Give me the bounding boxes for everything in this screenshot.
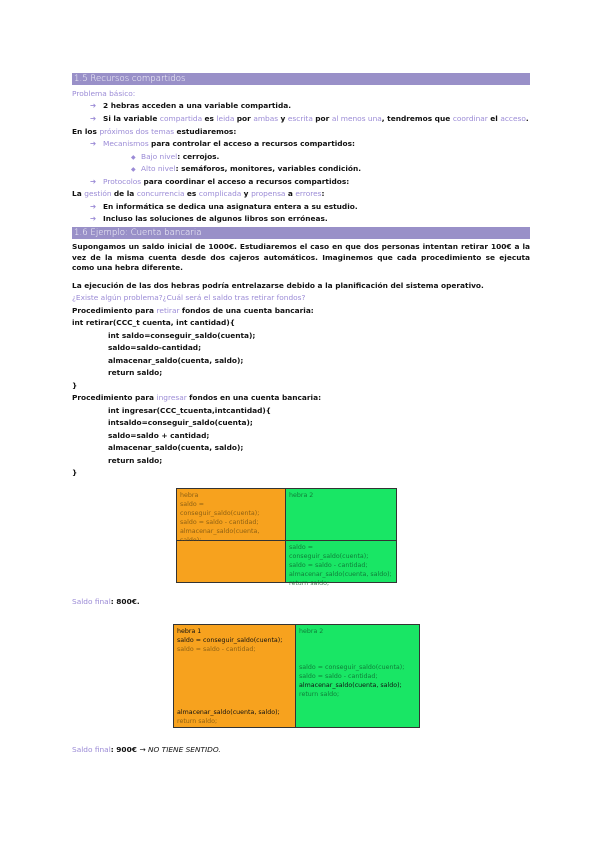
saldo-final-1: Saldo final: 800€. bbox=[72, 597, 140, 606]
bullet-alto-nivel: ◆ Alto nivel: semáforos, monitores, variables condición. bbox=[131, 164, 362, 173]
arrow-icon: ➔ bbox=[90, 202, 97, 211]
section-heading-ejemplo: 1.6 Ejemplo: Cuenta bancaria bbox=[72, 227, 530, 239]
gestion-concurrencia: La gestión de la concurrencia es complicada y propensa a errores: bbox=[72, 189, 325, 198]
code-line: int saldo=conseguir_saldo(cuenta); bbox=[108, 331, 256, 340]
table2-hebra1-cell: hebra 1 saldo = conseguir_saldo(cuenta); saldo = saldo - cantidad; almacenar_saldo(cuenta, saldo); return saldo; bbox=[173, 624, 296, 728]
diamond-icon: ◆ bbox=[131, 166, 136, 173]
code-line: intsaldo=conseguir_saldo(cuenta); bbox=[108, 418, 253, 427]
code-line: return saldo; bbox=[108, 456, 163, 465]
bullet-asignatura: ➔ En informática se dedica una asignatura entera a su estudio. bbox=[90, 202, 358, 211]
paragraph-supongamos: Supongamos un saldo inicial de 1000€. Estudiaremos el caso en que dos personas intentan retirar 100€ a la vez de la misma cuenta desde dos cajeros automáticos. Imaginemos que cada procedimiento se ejecuta como una hebra diferente. bbox=[72, 242, 530, 272]
bullet-variable: ➔ Si la variable compartida es leida por ambas y escrita por al menos una, tendremos que coordinar el acceso. bbox=[90, 114, 529, 123]
saldo-final-2: Saldo final: 900€ → NO TIENE SENTIDO. bbox=[72, 745, 221, 754]
proc-ingresar-label: Procedimiento para ingresar fondos en una cuenta bancaria: bbox=[72, 393, 322, 402]
table1-hebra1-cell: hebra saldo = conseguir_saldo(cuenta); saldo = saldo - cantidad; almacenar_saldo(cuenta, bbox=[176, 488, 286, 541]
bullet-mecanismos: ➔ Mecanismos para controlar el acceso a recursos compartidos: bbox=[90, 139, 355, 148]
pregunta: ¿Existe algún problema?¿Cuál será el saldo tras retirar fondos? bbox=[72, 293, 306, 302]
table1-hebra2-cell: saldo = conseguir_saldo(cuenta); saldo = saldo - cantidad; almacenar_saldo(cuenta, saldo); return saldo; bbox=[286, 541, 397, 583]
arrow-icon: ➔ bbox=[90, 101, 97, 110]
table1-empty-cell bbox=[176, 541, 286, 583]
bullet-bajo-nivel: ◆ Bajo nivel: cerrojos. bbox=[131, 152, 220, 161]
paragraph-ejecucion: La ejecución de las dos hebras podría entrelazarse debido a la planificación del sistema operativo. bbox=[72, 281, 484, 290]
code-line: int retirar(CCC_t cuenta, int cantidad){ bbox=[72, 318, 235, 327]
arrow-icon: ➔ bbox=[90, 114, 97, 123]
code-line: } bbox=[72, 468, 78, 477]
arrow-icon: ➔ bbox=[90, 177, 97, 186]
bullet-protocolos: ➔ Protocolos para coordinar el acceso a recursos compartidos: bbox=[90, 177, 350, 186]
code-line: } bbox=[72, 381, 78, 390]
arrow-icon: ➔ bbox=[90, 139, 97, 148]
code-line: return saldo; bbox=[108, 368, 163, 377]
arrow-icon: ➔ bbox=[90, 214, 97, 223]
proc-retirar-label: Procedimiento para retirar fondos de una cuenta bancaria: bbox=[72, 306, 314, 315]
problema-label: Problema básico: bbox=[72, 89, 136, 98]
code-line: almacenar_saldo(cuenta, saldo); bbox=[108, 356, 244, 365]
diamond-icon: ◆ bbox=[131, 154, 136, 161]
section-heading-recursos: 1.5 Recursos compartidos bbox=[72, 73, 530, 85]
bullet-hebras: ➔ 2 hebras acceden a una variable compartida. bbox=[90, 101, 292, 110]
code-line: almacenar_saldo(cuenta, saldo); bbox=[108, 443, 244, 452]
code-line: saldo=saldo + cantidad; bbox=[108, 431, 210, 440]
table1-hebra2-head-cell: hebra 2 bbox=[286, 488, 397, 541]
code-line: saldo=saldo-cantidad; bbox=[108, 343, 202, 352]
table2-hebra2-cell: hebra 2 saldo = conseguir_saldo(cuenta); saldo = saldo - cantidad; almacenar_saldo(cuenta, saldo); return saldo; bbox=[296, 624, 420, 728]
proximos-temas: En los próximos dos temas estudiaremos: bbox=[72, 127, 237, 136]
bullet-soluciones: ➔ Incluso las soluciones de algunos libros son erróneas. bbox=[90, 214, 328, 223]
code-line: int ingresar(CCC_tcuenta,intcantidad){ bbox=[108, 406, 272, 415]
